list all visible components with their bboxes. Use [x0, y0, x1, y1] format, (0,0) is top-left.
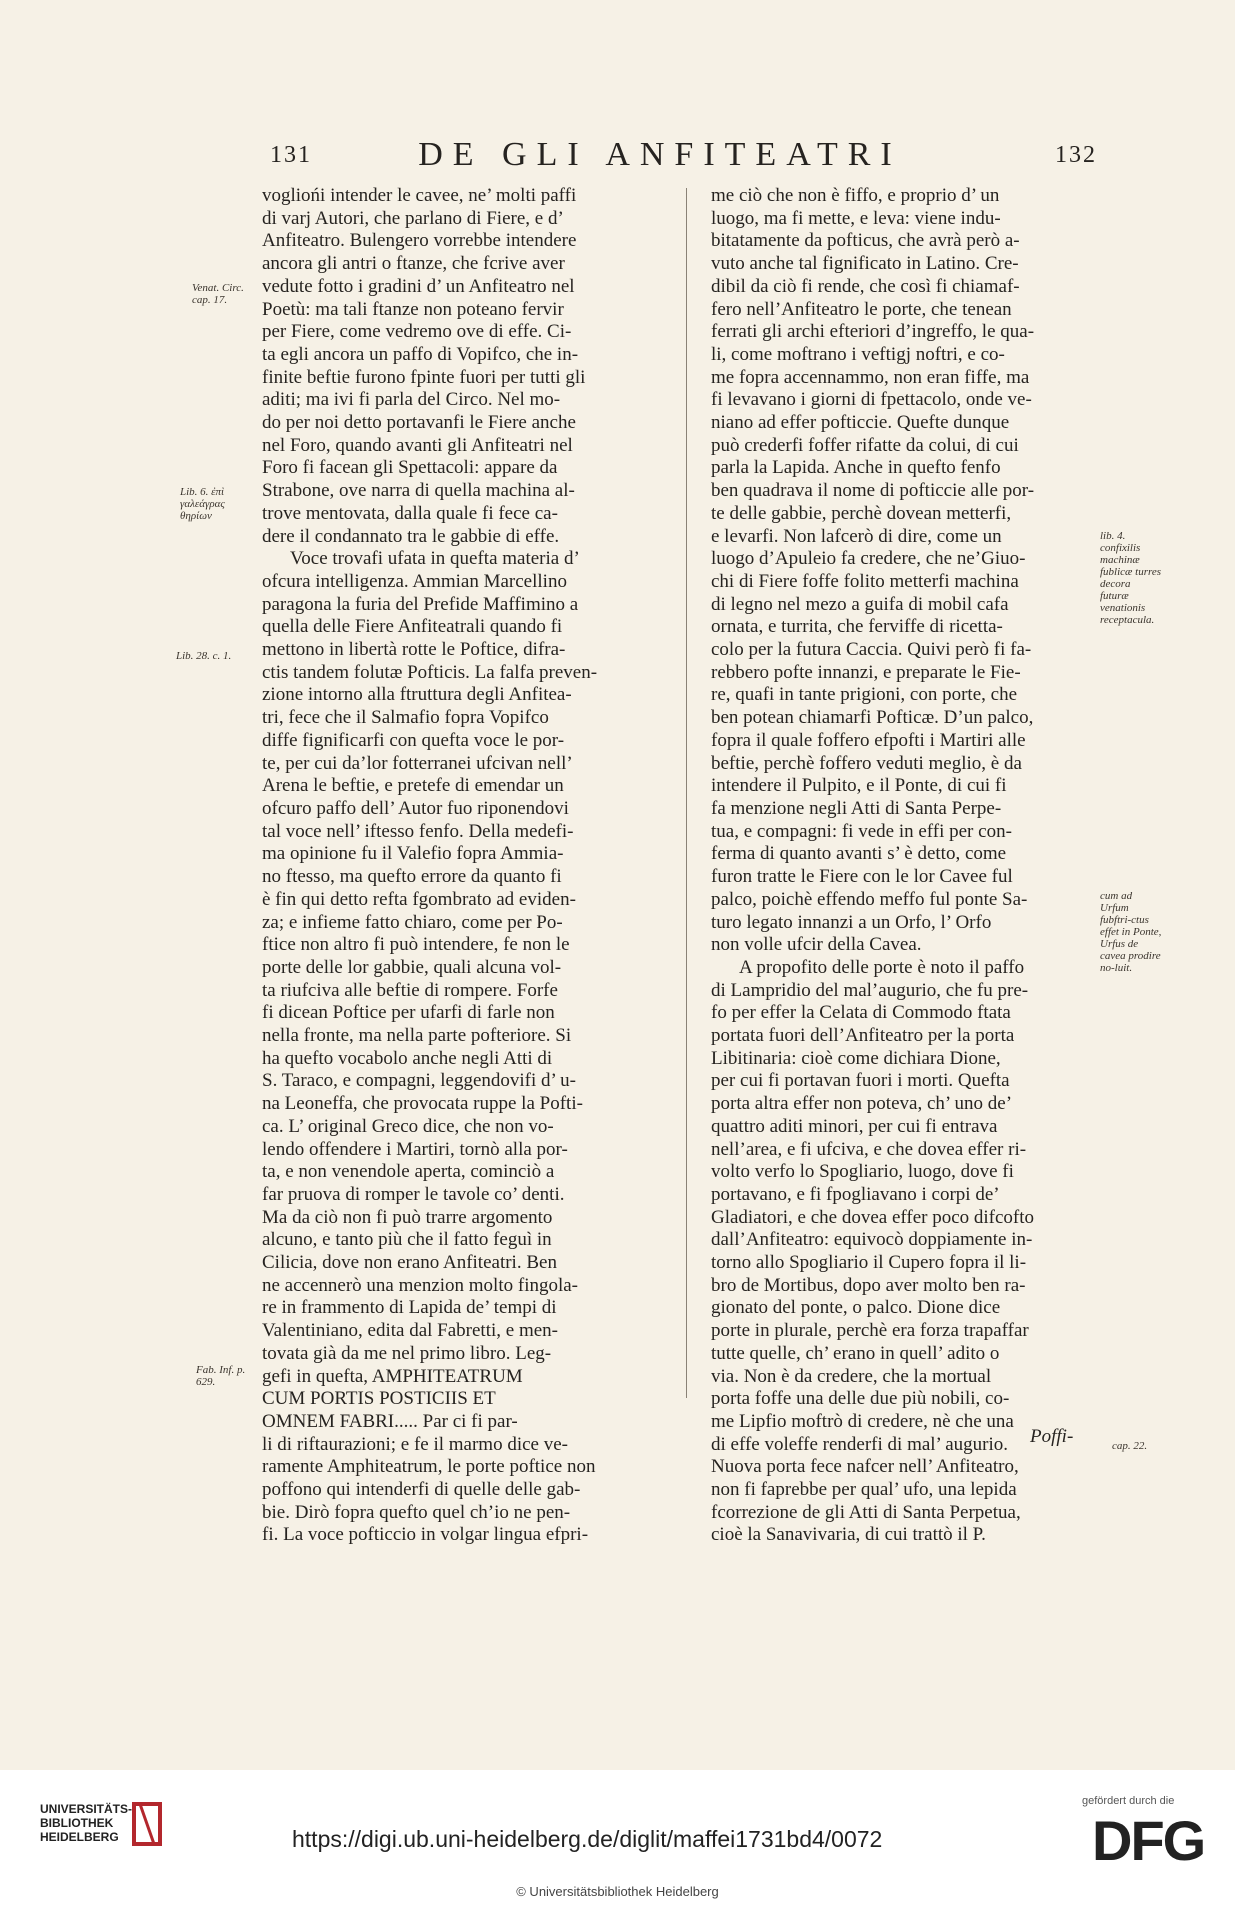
text-line: per cui fi portavan fuori i morti. Quefta — [711, 1070, 1010, 1092]
text-line: ctis tandem folutæ Pofticis. La falfa preven- — [262, 661, 598, 683]
running-header — [0, 136, 1235, 182]
text-line: tovata già da me nel primo libro. Leg- — [262, 1342, 552, 1364]
sponsor-text: gefördert durch die — [1082, 1795, 1175, 1807]
margin-note-left-4: Fab. Inf. p. 629. — [196, 1364, 246, 1388]
text-line: me ciò che non è fiffo, e proprio d’ un — [711, 185, 1000, 206]
text-line: portata fuori dell’Anfiteatro per la porta — [711, 1025, 1015, 1047]
text-line: bie. Dirò fopra quefto quel ch’io ne pen- — [262, 1501, 571, 1523]
text-line: ferma di quanto avanti s’ è detto, come — [711, 843, 1007, 865]
text-line: no ftesso, ma quefto errore da quanto fi — [262, 866, 562, 888]
text-line: di varj Autori, che parlano di Fiere, e d’ — [262, 207, 564, 229]
text-line: li di riftaurazioni; e fe il marmo dice ve- — [262, 1433, 568, 1455]
margin-note-left-2: Lib. 6. ἐπὶ γαλεάγρας θηρίων — [180, 486, 225, 522]
text-line: può crederfi foffer rifatte da colui, di cui — [711, 434, 1019, 456]
text-line: Anfiteatro. Bulengero vorrebbe intendere — [262, 230, 577, 252]
text-line: Arena le beftie, e pretefe di emendar un — [262, 775, 564, 797]
text-line: furon tratte le Fiere con le lor Cavee ful — [711, 866, 1013, 888]
text-line: parla la Lapida. Anche in quefto fenfo — [711, 457, 1001, 479]
text-line: per Fiere, come vedremo ove di effe. Ci- — [262, 321, 572, 343]
text-line: re in frammento di Lapida de’ tempi di — [262, 1297, 557, 1319]
margin-note-right-2: cum ad Urfum fubftri-ctus effet in Ponte, Urfus de cavea prodire no-luit. — [1100, 890, 1162, 974]
text-line: fi dicean Poftice per ufarfi di farle non — [262, 1002, 555, 1024]
text-line: nella fronte, ma nella parte pofteriore. Si — [262, 1025, 572, 1047]
library-logo-icon — [130, 1800, 164, 1848]
text-line: non volle ufcir della Cavea. — [711, 934, 922, 956]
text-line: di Lampridio del mal’augurio, che fu pre- — [711, 979, 1029, 1001]
text-line: paragona la furia del Prefide Maffimino a — [262, 593, 579, 615]
text-line: ancora gli antri o ftanze, che fcrive aver — [262, 253, 565, 275]
text-line: dall’Anfiteatro: equivocò doppiamente in- — [711, 1229, 1033, 1251]
text-line: ne accennerò una menzion molto fingola- — [262, 1274, 579, 1296]
text-line: bro de Mortibus, dopo aver molto ben ra- — [711, 1274, 1026, 1296]
text-line: re, quafi in tante prigioni, con porte, che — [711, 684, 1018, 706]
right-text-column — [711, 185, 1102, 1547]
text-line: dibil da ciò fi rende, che così fi chiamaf- — [711, 275, 1020, 297]
text-line: luogo, ma fi mette, e leva: viene indu- — [711, 207, 1001, 229]
margin-note-right-3: cap. 22. — [1112, 1440, 1148, 1452]
text-line: cioè la Sanavivaria, di cui trattò il P. — [711, 1524, 986, 1546]
text-line: vedute fotto i gradini d’ un Anfiteatro nel — [262, 275, 575, 297]
text-line: non fi faprebbe per qual’ ufo, una lepida — [711, 1479, 1017, 1501]
text-line: ben potean chiamarfi Pofticæ. D’un palco, — [711, 707, 1034, 729]
text-line: fopra il quale foffero efpofti i Martiri alle — [711, 729, 1026, 751]
text-line: fa menzione negli Atti di Santa Perpe- — [711, 797, 1002, 819]
library-logo-text: UNIVERSITÄTS-BIBLIOTHEK HEIDELBERG — [40, 1802, 133, 1844]
text-line: Voce trovafi ufata in quefta materia d’ — [290, 548, 580, 570]
text-line: ta riufciva alle beftie di rompere. Forfe — [262, 979, 558, 1001]
text-line: ta, e non venendole aperta, cominciò a — [262, 1161, 555, 1183]
text-line: Valentiniano, edita dal Fabretti, e men- — [262, 1320, 558, 1342]
text-line: di legno nel mezo a guifa di mobil cafa — [711, 593, 1009, 615]
text-line: li, come moftrano i veftigj noftri, e co- — [711, 343, 1005, 365]
text-line: diffe fignificarfi con quefta voce le por- — [262, 729, 565, 751]
page-number-left: 131 — [270, 142, 312, 168]
copyright-text: © Universitätsbibliothek Heidelberg — [516, 1884, 719, 1899]
permalink-url[interactable]: https://digi.ub.uni-heidelberg.de/diglit/maffei1731bd4/0072 — [292, 1826, 883, 1852]
margin-note-right-1: lib. 4. confixilis machinæ fublicæ turres decora futuræ venationis receptacula. — [1100, 530, 1162, 626]
dfg-logo: DFG — [1092, 1809, 1205, 1872]
text-line: A propofito delle porte è noto il paffo — [739, 956, 1025, 978]
text-line: chi di Fiere foffe folito metterfi machina — [711, 570, 1019, 592]
text-line: ornata, e turrita, che ferviffe di ricetta- — [711, 616, 1003, 638]
text-line: za; e infieme fatto chiaro, come per Po- — [262, 911, 563, 933]
text-line: te, per cui da’lor fotterranei ufcivan nell’ — [262, 752, 573, 774]
text-line: Poetù: ma tali ftanze non poteano fervir — [262, 298, 564, 320]
text-line: poffono qui intenderfi di quelle delle gab- — [262, 1479, 581, 1501]
text-line: porte in plurale, perchè era forza trapaffar — [711, 1320, 1029, 1342]
text-line: OMNEM FABRI..... Par ci fi par- — [262, 1410, 518, 1432]
text-line: colo per la futura Caccia. Quivi però fi fa- — [711, 639, 1032, 661]
text-line: dere il condannato tra le gabbie di effe. — [262, 525, 560, 547]
text-line: portavano, e fi fpogliavano i corpi de’ — [711, 1183, 1000, 1205]
text-line: tutte quelle, ch’ erano in quell’ adito o — [711, 1342, 1000, 1364]
text-line: Foro fi facean gli Spettacoli: appare da — [262, 457, 558, 479]
text-line: rebbero pofte innanzi, e preparate le Fie- — [711, 661, 1021, 683]
text-line: porta foffe una delle due più nobili, co- — [711, 1388, 1010, 1410]
text-line: intendere il Pulpito, e il Ponte, di cui fi — [711, 775, 1007, 797]
text-line: ma opinione fu il Valefio fopra Ammia- — [262, 843, 564, 865]
running-title: DE GLI ANFITEATRI — [418, 136, 902, 173]
text-line: nell’area, e fi ufciva, e che dovea effer ri- — [711, 1138, 1027, 1160]
text-line: via. Non è da credere, che la mortual — [711, 1365, 992, 1387]
text-line: ofcura intelligenza. Ammian Marcellino — [262, 570, 567, 592]
text-line: ofcuro paffo dell’ Autor fuo riponendovi — [262, 797, 569, 819]
text-line: Strabone, ove narra di quella machina al- — [262, 480, 575, 502]
text-line: quella delle Fiere Anfiteatrali quando fi — [262, 616, 563, 638]
text-line: finite beftie furono fpinte fuori per tutti gli — [262, 366, 586, 388]
text-line: far pruova di romper le tavole co’ denti. — [262, 1183, 565, 1205]
text-line: tal voce nell’ iftesso fenfo. Della medefi- — [262, 820, 574, 842]
text-line: do per noi detto portavanfi le Fiere anche — [262, 412, 576, 434]
text-line: Ma da ciò non fi può trarre argomento — [262, 1206, 553, 1228]
text-line: ha quefto vocabolo anche negli Atti di — [262, 1047, 553, 1069]
text-line: gefi in quefta, AMPHITEATRUM — [262, 1365, 523, 1387]
text-line: alcuno, e tanto più che il fatto feguì in — [262, 1229, 552, 1251]
text-line: palco, poichè effendo meffo ful ponte Sa- — [711, 888, 1028, 910]
text-line: S. Taraco, e compagni, leggendovifi d’ u- — [262, 1070, 577, 1092]
text-line: tua, e compagni: fi vede in effi per con- — [711, 820, 1012, 842]
text-line: Cilicia, dove non erano Anfiteatri. Ben — [262, 1252, 557, 1274]
text-line: me Lipfio moftrò di credere, nè che una — [711, 1410, 1014, 1432]
text-line: ca. L’ original Greco dice, che non vo- — [262, 1115, 554, 1137]
text-line: porte delle lor gabbie, quali alcuna vol- — [262, 956, 562, 978]
margin-note-left-1: Venat. Circ. cap. 17. — [192, 282, 244, 306]
text-line: di effe voleffe renderfi di mal’ augurio. — [711, 1433, 1009, 1455]
text-line: trove mentovata, dalla quale fi fece ca- — [262, 502, 558, 524]
text-line: turo legato innanzi a un Orfo, l’ Orfo — [711, 911, 992, 933]
text-line: Nuova porta fece nafcer nell’ Anfiteatro, — [711, 1456, 1019, 1478]
page-number-right: 132 — [1055, 142, 1097, 168]
text-line: fcorrezione de gli Atti di Santa Perpetua, — [711, 1501, 1021, 1523]
text-line: ben quadrava il nome di pofticcie alle por- — [711, 480, 1035, 502]
text-line: Libitinaria: cioè come dichiara Dione, — [711, 1047, 1001, 1069]
text-line: vuto anche tal fignificato in Latino. Cre- — [711, 253, 1019, 275]
text-line: torno allo Spogliario il Cupero fopra il li- — [711, 1252, 1027, 1274]
text-line: fi levavano i giorni di fpettacolo, onde ve- — [711, 389, 1032, 411]
text-line: CUM PORTIS POSTICIIS ET — [262, 1388, 496, 1410]
text-line: na Leoneffa, che provocata ruppe la Pofti- — [262, 1093, 583, 1115]
text-line: me fopra accennammo, non eran fiffe, ma — [711, 366, 1030, 388]
text-line: è fin qui detto refta fgombrato ad eviden- — [262, 888, 576, 910]
text-line: beftie, perchè foffero veduti meglio, è da — [711, 752, 1022, 774]
text-line: ferrati gli archi efteriori d’ingreffo, le qua- — [711, 321, 1035, 343]
text-line: e levarfi. Non lafcerò di dire, come un — [711, 525, 1002, 547]
text-line: bitatamente da pofticus, che avrà però a- — [711, 230, 1020, 252]
text-line: fero nell’Anfiteatro le porte, che tenean — [711, 298, 1012, 320]
text-line: tri, fece che il Salmafio fopra Vopifco — [262, 707, 549, 729]
text-line: fo per effer la Celata di Commodo ftata — [711, 1002, 1011, 1024]
text-line: zione intorno alla ftruttura degli Anfitea- — [262, 684, 572, 706]
text-line: te delle gabbie, perchè dovean metterfi, — [711, 502, 1012, 524]
text-line: fi. La voce pofticcio in volgar lingua efpri- — [262, 1524, 589, 1546]
text-line: volto verfo lo Spogliario, luogo, dove fi — [711, 1161, 1014, 1183]
left-text-column — [262, 185, 658, 1547]
text-line: vogliońi intender le cavee, ne’ molti paffi — [262, 185, 577, 206]
text-line: ramente Amphiteatrum, le porte poftice non — [262, 1456, 596, 1478]
text-line: Gladiatori, e che dovea effer poco difcofto — [711, 1206, 1035, 1228]
catchword: Poffi- — [1030, 1426, 1074, 1447]
text-line: mettono in libertà rotte le Poftice, difra- — [262, 639, 566, 661]
text-line: porta altra effer non poteva, ch’ uno de’ — [711, 1093, 1013, 1115]
text-line: aditi; ma ivi fi parla del Circo. Nel mo- — [262, 389, 561, 411]
column-divider — [686, 188, 687, 1398]
text-line: nel Foro, quando avanti gli Anfiteatri nel — [262, 434, 573, 456]
text-line: gionato del ponte, o palco. Dione dice — [711, 1297, 1001, 1319]
text-line: ta egli ancora un paffo di Vopifco, che in- — [262, 343, 579, 365]
text-line: lendo offendere i Martiri, tornò alla por- — [262, 1138, 568, 1160]
text-line: luogo d’Apuleio fa credere, che ne’Giuo- — [711, 548, 1026, 570]
text-line: niano ad effer pofticcie. Quefte dunque — [711, 412, 1010, 434]
text-line: quattro aditi minori, per cui fi entrava — [711, 1115, 998, 1137]
margin-note-left-3: Lib. 28. c. 1. — [176, 650, 232, 662]
text-line: ftice non altro fi può intendere, fe non le — [262, 934, 570, 956]
